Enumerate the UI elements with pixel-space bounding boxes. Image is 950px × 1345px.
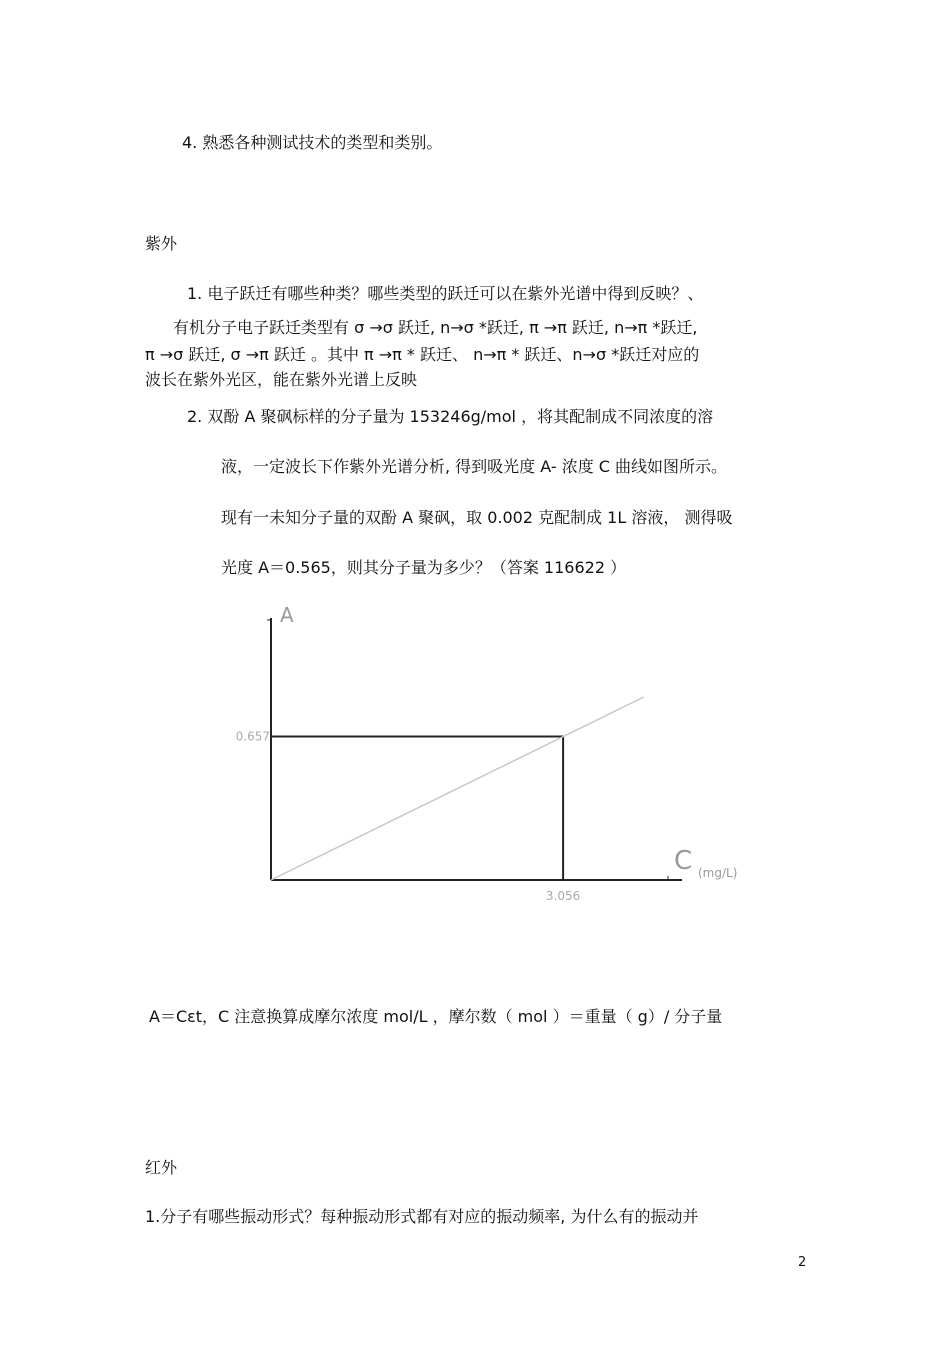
calibration-line bbox=[271, 697, 644, 880]
answer-1-line-1: 有机分子电子跃迁类型有 σ →σ 跃迁, n→σ *跃迁, π →π 跃迁, n→π *跃迁, bbox=[173, 318, 698, 337]
question-2-line-3: 现有一未知分子量的双酚 A 聚砜，取 0.002 克配制成 1L 溶液， 测得吸 bbox=[221, 508, 733, 527]
question-2-line-2: 液，一定波长下作紫外光谱分析, 得到吸光度 A- 浓度 C 曲线如图所示。 bbox=[221, 457, 728, 476]
answer-1-line-2: π →σ 跃迁, σ →π 跃迁 。其中 π →π * 跃迁、 n→π * 跃迁、n→σ *跃迁对应的 bbox=[145, 345, 700, 364]
list-item-4: 4. 熟悉各种测试技术的类型和类别。 bbox=[182, 133, 443, 152]
section-heading-ir: 红外 bbox=[145, 1158, 178, 1177]
question-1: 1. 电子跃迁有哪些种类？哪些类型的跃迁可以在紫外光谱中得到反映？、 bbox=[187, 284, 704, 303]
x-axis-label: C bbox=[674, 846, 693, 876]
ir-question-1: 1.分子有哪些振动形式？每种振动形式都有对应的振动频率, 为什么有的振动并 bbox=[145, 1207, 699, 1226]
question-2-line-1: 2. 双酚 A 聚砜标样的分子量为 153246g/mol ，将其配制成不同浓度的溶 bbox=[187, 407, 714, 426]
answer-1-line-3: 波长在紫外光区，能在紫外光谱上反映 bbox=[145, 370, 418, 389]
formula-note: A＝Cεt，C 注意换算成摩尔浓度 mol/L ，摩尔数（ mol ）＝重量（ g）/ 分子量 bbox=[149, 1007, 723, 1026]
x-tick-label: 3.056 bbox=[545, 889, 581, 903]
question-2-line-4: 光度 A＝0.565，则其分子量为多少？（答案 116622 ） bbox=[221, 558, 627, 577]
section-heading-uv: 紫外 bbox=[145, 234, 178, 253]
absorbance-concentration-chart bbox=[200, 596, 770, 916]
y-axis-label: A bbox=[280, 603, 294, 627]
x-axis-unit: (mg/L) bbox=[698, 866, 738, 880]
y-tick-label: 0.657 bbox=[235, 729, 270, 744]
page-number: 2 bbox=[798, 1255, 807, 1270]
